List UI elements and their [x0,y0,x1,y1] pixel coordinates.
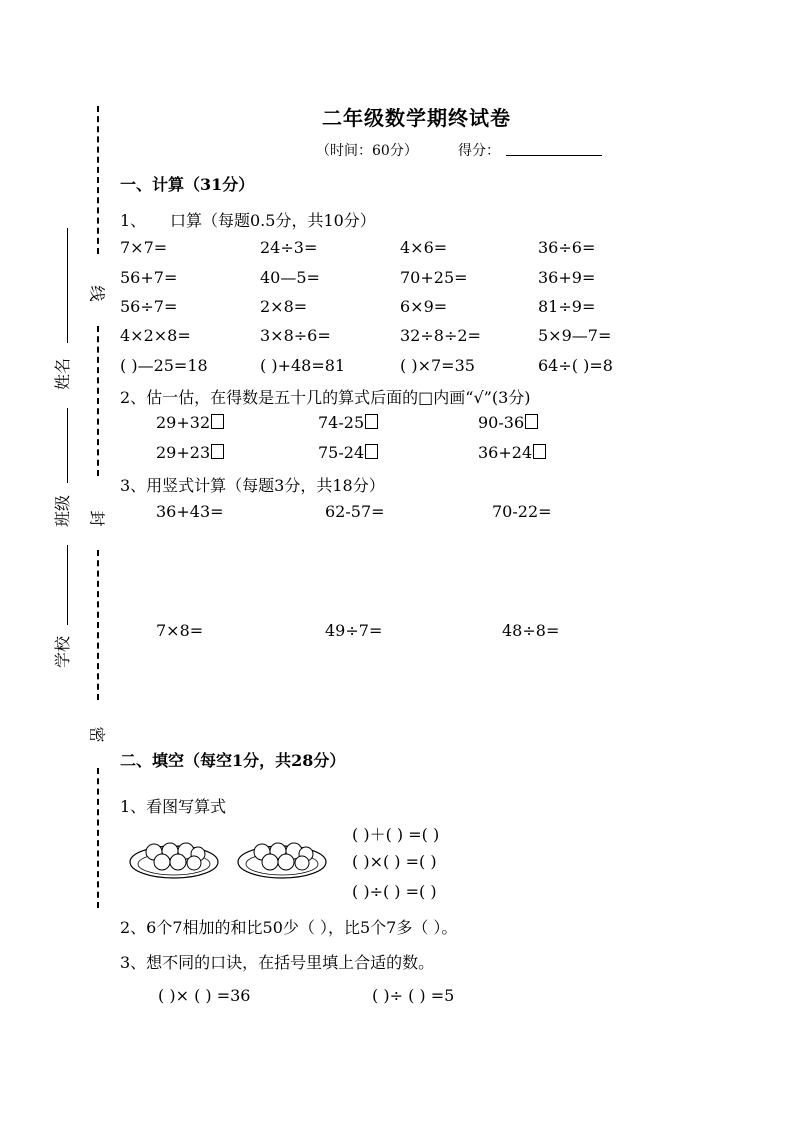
class-label: 班级 [53,494,72,527]
problem: 5×9—7= [538,326,612,345]
problem: 70+25= [400,268,468,287]
problem: 32÷8÷2= [400,326,481,345]
q3-instruction: 3、用竖式计算（每题3分，共18分） [120,476,385,495]
problem: ( )—25=18 [120,356,208,375]
binding-dash-1 [97,106,99,254]
check-box[interactable] [525,414,538,429]
check-box[interactable] [211,444,224,459]
school-field[interactable] [67,545,68,625]
q1-instruction: 口算（每题0.5分，共10分） [170,211,376,230]
picture-equation: ( )×( ) =( ) [352,852,437,871]
exam-time: （时间：60分） [316,143,418,159]
s2-q1-instruction: 1、看图写算式 [120,797,227,816]
problem: 56÷7= [120,297,178,316]
estimate-item [318,413,378,432]
school-label: 学校 [53,635,72,668]
check-box[interactable] [533,444,546,459]
estimate-item [478,443,546,462]
s2-q3-instruction: 3、想不同的口诀，在括号里填上合适的数。 [120,953,435,972]
expr: 75-24 [318,443,365,462]
problem: 70-22= [492,502,552,521]
check-box[interactable] [365,444,378,459]
problem: 7×8= [156,621,204,640]
problem: 7×7= [120,238,168,257]
score-field[interactable] [506,155,602,156]
problem: 40—5= [260,268,320,287]
score-label: 得分： [458,143,500,159]
problem: 6×9= [400,297,448,316]
section2-title: 二、填空（每空1分，共28分） [120,751,346,770]
s2-q2-text: 2、6个7相加的和比50少（ ），比5个7多（ ）。 [120,918,458,937]
binding-mark-xian: 线 [87,285,107,302]
division-table-eq: ( )÷ ( ) =5 [372,986,455,1005]
binding-dash-4 [97,768,99,908]
problem: ( )+48=81 [260,356,346,375]
picture-equation: ( )÷( ) =( ) [352,882,437,901]
estimate-item [156,443,224,462]
expr: 29+23 [156,443,211,462]
expr: 29+32 [156,413,211,432]
expr: 36+24 [478,443,533,462]
check-box[interactable] [211,414,224,429]
section1-title: 一、计算（31分） [120,175,255,194]
problem: 2×8= [260,297,308,316]
estimate-item [318,443,378,462]
problem: 81÷9= [538,297,596,316]
problem: 36+43= [156,502,224,521]
problem: 49÷7= [325,621,383,640]
problem: 62-57= [325,502,385,521]
estimate-item [478,413,538,432]
picture-equation: ( )＋( ) =( ) [352,825,440,844]
binding-mark-feng: 封 [87,510,107,527]
problem: ( )×7=35 [400,356,475,375]
name-field[interactable] [67,228,68,343]
problem: 3×8÷6= [260,326,331,345]
problem: 4×6= [400,238,448,257]
class-field[interactable] [67,408,68,483]
binding-mark-mi: 密 [87,726,107,743]
multiplication-table-eq: ( )× ( ) =36 [158,986,251,1005]
binding-dash-2 [97,326,99,476]
problem: 56+7= [120,268,178,287]
plate-illustration-left [128,836,220,882]
q2-instruction: 2、估一估，在得数是五十几的算式后面的□内画“√”(3分) [120,388,531,407]
plate-illustration-right [236,836,328,882]
problem: 64÷( )=8 [538,356,613,375]
binding-dash-3 [97,550,99,700]
page-title: 二年级数学期终试卷 [322,106,511,130]
expr: 90-36 [478,413,525,432]
expr: 74-25 [318,413,365,432]
problem: 4×2×8= [120,326,191,345]
problem: 48÷8= [502,621,560,640]
problem: 36÷6= [538,238,596,257]
problem: 24÷3= [260,238,318,257]
name-label: 姓名 [53,357,72,390]
problem: 36+9= [538,268,596,287]
q1-label: 1、 [120,211,147,230]
check-box[interactable] [365,414,378,429]
estimate-item [156,413,224,432]
